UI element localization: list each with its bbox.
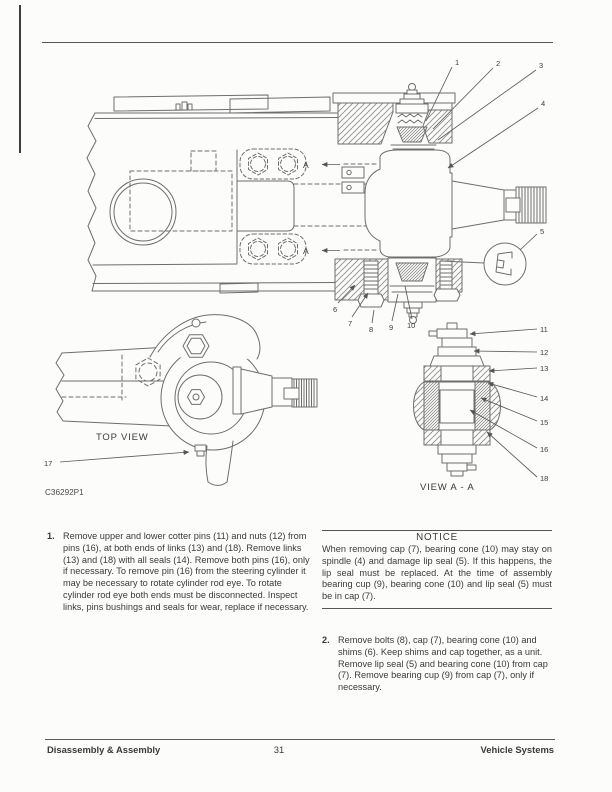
view-aa-label: VIEW A - A xyxy=(420,482,475,493)
step-1-number: 1. xyxy=(47,531,55,541)
callout-13: 13 xyxy=(540,364,549,373)
step-2-text: Remove bolts (8), cap (7), bearing cone (10) and shims (6). Keep shims and cap together, as a unit. Remove lip seal (5) and bearing cone (10) from cap (7). Remove bearing cup (9) from cap (7), only if necessary. xyxy=(338,634,548,693)
housing-boss-top xyxy=(333,93,455,144)
callout-10: 10 xyxy=(407,321,416,330)
callout-7: 7 xyxy=(348,319,353,328)
callout-15: 15 xyxy=(540,418,549,427)
notice-body: When removing cap (7), bearing cone (10) may stay on spindle (4) and damage lip seal (5). If this happens, the lip seal must be replaced. At the time of assembly bearing cup (9), bearing cone (10) and lip seal (5) must be in cap (7). xyxy=(322,544,552,602)
footer-book-title: Vehicle Systems xyxy=(480,744,554,755)
callout-2: 2 xyxy=(496,59,501,68)
callout-16: 16 xyxy=(540,445,549,454)
callout-4: 4 xyxy=(541,99,546,108)
callout-5: 5 xyxy=(540,227,545,236)
step-2-number: 2. xyxy=(322,634,330,645)
footer-page-number: 31 xyxy=(273,744,285,755)
section-arrow-label-top: A xyxy=(303,160,309,170)
right-column xyxy=(322,526,552,694)
callout-3: 3 xyxy=(539,61,544,70)
left-column xyxy=(47,531,310,614)
step-1 xyxy=(47,531,310,614)
top-view-diagram xyxy=(56,315,317,486)
footer-section-title: Disassembly & Assembly xyxy=(47,744,161,755)
notice-box xyxy=(322,530,552,609)
callout-8: 8 xyxy=(369,325,374,334)
view-aa-diagram xyxy=(414,323,501,476)
footer-rule xyxy=(45,739,555,740)
figure-labels xyxy=(45,432,474,497)
step-1-text: Remove upper and lower cotter pins (11) and nuts (12) from pins (16), at both ends of links (13) and (18). Remove links (13) and (18) with all seals (14). Remove both pins (16), only if necessary. To remove pin (16) from the steering cylinder it may be necessary to rotate cylinder rod eye. To rotate cylinder rod eye both ends must be disconnected. Inspect links, pins bushings and seals for wear, replace if necessary. xyxy=(63,531,310,612)
callout-11: 11 xyxy=(540,325,548,334)
section-arrow-label-bottom: A xyxy=(303,246,309,256)
top-view-label: TOP VIEW xyxy=(96,432,149,443)
callout-6: 6 xyxy=(333,305,338,314)
knuckle-body xyxy=(342,150,452,257)
main-diagram xyxy=(87,84,546,324)
callout-9: 9 xyxy=(389,323,394,332)
spindle-shaft xyxy=(452,181,546,229)
callout-18: 18 xyxy=(540,474,549,483)
callout-17: 17 xyxy=(44,459,53,468)
step-2 xyxy=(322,635,552,694)
notice-title: NOTICE xyxy=(416,532,458,543)
figure-caption: C36292P1 xyxy=(45,488,84,497)
callout-1: 1 xyxy=(455,58,460,67)
callout-14: 14 xyxy=(540,394,549,403)
callout-12: 12 xyxy=(540,348,549,357)
knuckle-flange xyxy=(237,149,306,264)
